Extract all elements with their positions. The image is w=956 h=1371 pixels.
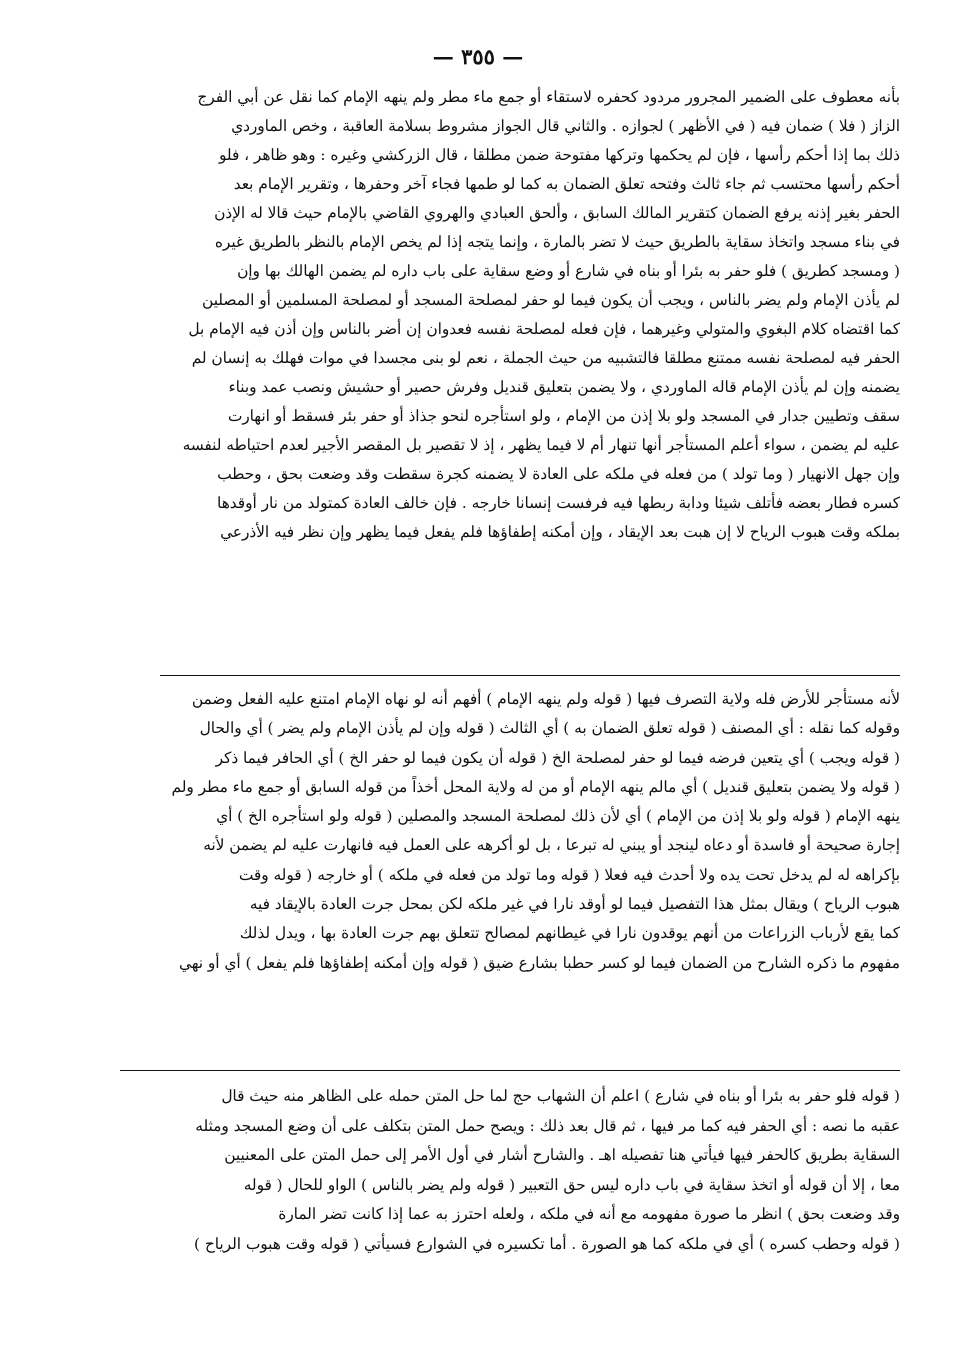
text-line: الحفر بغير إذنه يرفع الضمان كتقرير المالك السابق ، وألحق العبادي والهروي القاضي بالإمام حيث قالا له الإذن [214,204,900,222]
commentary-line: بإكراهه له لم يدخل تحت يده ولا أحدث فيه فعلا ( قوله وما تولد من فعله في ملكه ) أو خارجه ( قوله وقت [238,865,900,884]
commentary-line: ( قوله ويجب ) أي يتعين فرضه فيما لو حفر لمصلحة الخ ( قوله أن يكون فيما لو حفر الخ ) أي الحافر فيما ذكر [215,748,900,767]
commentary-line: معا ، إلا أن قوله أو اتخذ سقاية في باب داره ليس حق التعبير ( قوله ولم يضر بالناس ) الواو للحال ( قوله [243,1175,900,1194]
text-line: سقف وتطيين جدار في المسجد ولو بلا إذن من الإمام ، ولو استأجره لنحو جذاذ أو حفر بئر فسقط أو انهارت [227,407,900,425]
commentary-block-2 [88,1082,900,1259]
commentary-line: ينهه الإمام ( قوله ولو بلا إذن من الإمام ) أي لأن ذلك لمصلحة المسجد والمصلين ( قوله ولو استأجره الخ ) أي [216,807,900,826]
text-line: بملكه وقت هبوب الرياح لا إن هبت بعد الإيقاد ، وإن أمكنه إطفاؤها فلم يفعل فيما يظهر وإن نظر فيه الأذرعي [220,523,900,541]
text-line: يضمنه وإن لم يأذن الإمام قاله الماوردي ، ولا يضمن بتعليق قنديل وفرش حصير أو حشيش ونصب عمد وبناء [228,378,900,396]
separator-rule [160,675,900,676]
commentary-line: ( قوله فلو حفر به بئرا أو بناه في شارع ) اعلم أن الشهاب حج لما حل المتن حمله على الظاهر منه حيث قال [221,1087,900,1105]
text-line: الحفر فيه لمصلحة نفسه ممتنع مطلقا فالتشبيه من حيث الجملة ، نعم لو بنى مجسدا في موات فهلك به إنسان لم [191,349,900,367]
commentary-line: السقاية بطريق كالحفر فيها فيأتي هنا تفصيله اهـ . والشارح أشار في أول الأمر إلى حمل المتن على المعنيين [224,1146,900,1164]
commentary-line: ( قوله ولا يضمن بتعليق قنديل ) أي مالم ينهه الإمام أو من له ولاية المحل أخذاً من قوله السابق أو جمع ماء مطر ولم [171,777,900,796]
text-line: الزاز ( فلا ) ضمان فيه ( في الأظهر ) لجوازه . والثاني قال الجواز مشروط بسلامة العاقبة ، وخص الماوردي [231,117,900,135]
commentary-block-1 [88,685,900,978]
text-line: بأنه معطوف على الضمير المجرور مردود كحفره لاستقاء أو جمع ماء مطر ولم ينهه الإمام كما نقل عن أبي الفرج [197,88,900,106]
text-line: ( ومسجد كطريق ) فلو حفر به بئرا أو بناه في شارع أو وضع سقاية على باب داره لم يضمن الهالك بها وإن [237,262,900,280]
commentary-line: وقوله كما نقله : أي المصنف ( قوله تعلق الضمان به ) أي الثالث ( قوله وإن لم يأذن الإمام ولم يضر ) أي والحال [199,719,900,738]
page-number: — ٣٥٥ — [432,44,524,69]
commentary-line: كما يقع لأرباب الزراعات من أنهم يوقدون نارا في غيطانهم لمصالح تتعلق بهم جرت العادة بها ، ويدل لذلك [239,924,900,943]
main-text [88,83,900,547]
commentary-line: إجارة صحيحة أو فاسدة أو دعاه لينجد أو يبني له تبرعا ، بل لو أكرهه على العمل فيه فانهارت عليه لم يضمن لأنه [203,836,900,855]
commentary-line: عقبه ما نصه : أي الحفر فيه كما مر فيها ، ثم قال بعد ذلك : ويصح حمل المتن بتكلف على أن وضع المسجد ومثله [195,1116,900,1135]
commentary-line: لأنه مستأجر للأرض فله ولاية التصرف فيها ( قوله ولم ينهه الإمام ) أفهم أنه لو نهاه الإمام امتنع عليه الفعل وضمن [191,690,900,708]
text-line: لم يأذن الإمام ولم يضر بالناس ، ويجب أن يكون فيما لو حفر لمصلحة المسجد أو لمصلحة المسلمين أو المصلين [202,291,900,309]
text-line: ذلك بما إذا أحكم رأسها ، فإن لم يحكمها وتركها مفتوحة ضمن مطلقا ، قال الزركشي وغيره : وهو ظاهر ، فلو [218,146,900,164]
text-line: في بناء مسجد واتخاذ سقاية بالطريق حيث لا تضر بالمارة ، وإنما يتجه إذا لم يخص الإمام بالنظر بالطريق غيره [214,233,900,251]
text-line: عليه لم يضمن ، سواء أعلم المستأجر أنها تنهار أم لا فيما يظهر ، إذ لا تقصير بل المقصر الأجير لعدم احتياطه لنفسه [182,436,900,454]
separator-rule [120,1070,900,1071]
text-line: وإن جهل الانهيار ( وما تولد ) من فعله في ملكه على العادة لا يضمنه كجرة سقطت وقد وضعت بحق ، وحطب [217,465,900,483]
commentary-line: هبوب الرياح ) ويقال بمثل هذا التفصيل فيما لو أوقد نارا في غير ملكه لكن بمحل جرت العادة بالإيقاد فيه [249,895,900,914]
text-line: أحكم رأسها محتسب ثم جاء ثالث وفتحه تعلق الضمان به كما لو طمها فجاء آخر وحفرها ، وتقرير الإمام بعد [233,175,900,193]
commentary-line: ( قوله وحطب كسره ) أي في ملكه كما هو الصورة . أما تكسيره في الشوارع فسيأتي ( قوله وقت هبوب الرياح ) [194,1234,900,1253]
text-line: كسره فطار بعضه فأتلف شيئا ودابة ربطها فيه فرفست إنسانا خارجه . فإن خالف العادة كمتولد من نار أوقدها [217,494,900,512]
commentary-line: وقد وضعت بحق ) انظر ما صورة مفهومه مع أنه في ملكه ، ولعله احترز به عما إذا كانت تضر المارة [278,1205,900,1223]
commentary-line: مفهوم ما ذكره الشارح من الضمان فيما لو كسر حطبا بشارع ضيق ( قوله وإن أمكنه إطفاؤها فلم يفعل ) أي أو نهي [178,953,900,972]
text-line: كما اقتضاه كلام البغوي والمتولي وغيرهما ، فإن فعله لمصلحة نفسه فعدوان إن أضر بالناس وإن أذن فيه الإمام بل [188,320,900,338]
